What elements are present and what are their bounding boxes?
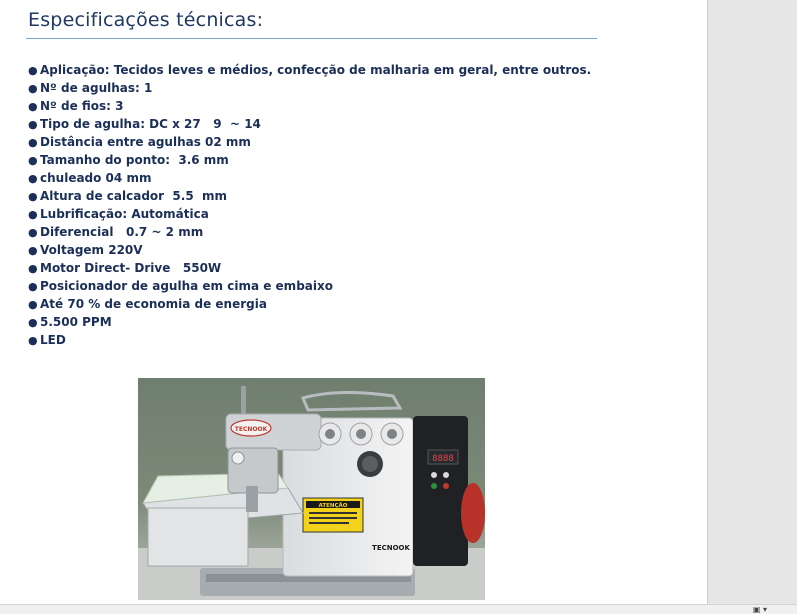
bullet-icon: ● [28,136,38,149]
bullet-icon: ● [28,118,38,131]
brand-badge-text: TECNOOK [234,426,268,433]
bullet-icon: ● [28,226,38,239]
bullet-icon: ● [28,190,38,203]
bullet-icon: ● [28,100,38,113]
bullet-icon: ● [28,82,38,95]
list-item: ● Voltagem 220V [28,241,591,259]
bullet-icon: ● [28,262,38,275]
spec-list [28,61,591,349]
bullet-icon: ● [28,298,38,311]
bullet-icon: ● [28,316,38,329]
bullet-icon: ● [28,64,38,77]
list-item: ● Lubrificação: Automática [28,205,591,223]
bullet-icon: ● [28,172,38,185]
view-mode-icon[interactable]: ▣ ▾ [752,605,767,614]
bullet-icon: ● [28,244,38,257]
list-item: ● Até 70 % de economia de energia [28,295,591,313]
list-item: ● 5.500 PPM [28,313,591,331]
warning-label-text: ATENÇÃO [318,503,348,509]
bullet-icon: ● [28,154,38,167]
bullet-icon: ● [28,334,38,347]
list-item: ● Tamanho do ponto: 3.6 mm [28,151,591,169]
list-item: ● Tipo de agulha: DC x 27 9 ~ 14 [28,115,591,133]
overlock-machine-illustration [138,378,485,600]
list-item: ● Aplicação: Tecidos leves e médios, confecção de malharia em geral, entre outros. [28,61,591,79]
list-item: ● Distância entre agulhas 02 mm [28,133,591,151]
bullet-icon: ● [28,280,38,293]
display-readout: 8888 [432,454,454,464]
list-item: ● chuleado 04 mm [28,169,591,187]
list-item: ● Diferencial 0.7 ~ 2 mm [28,223,591,241]
list-item: ● Nº de agulhas: 1 [28,79,591,97]
brand-plate-text: TECNOOK [372,544,410,552]
right-gutter [707,0,797,604]
list-item: ● Posicionador de agulha em cima e embaixo [28,277,591,295]
list-item: ● Altura de calcador 5.5 mm [28,187,591,205]
list-item: ● Motor Direct- Drive 550W [28,259,591,277]
page-title: Especificações técnicas: [28,9,264,31]
list-item: ● LED [28,331,591,349]
list-item: ● Nº de fios: 3 [28,97,591,115]
bullet-icon: ● [28,208,38,221]
title-underline [26,38,597,39]
product-photo [138,378,485,600]
